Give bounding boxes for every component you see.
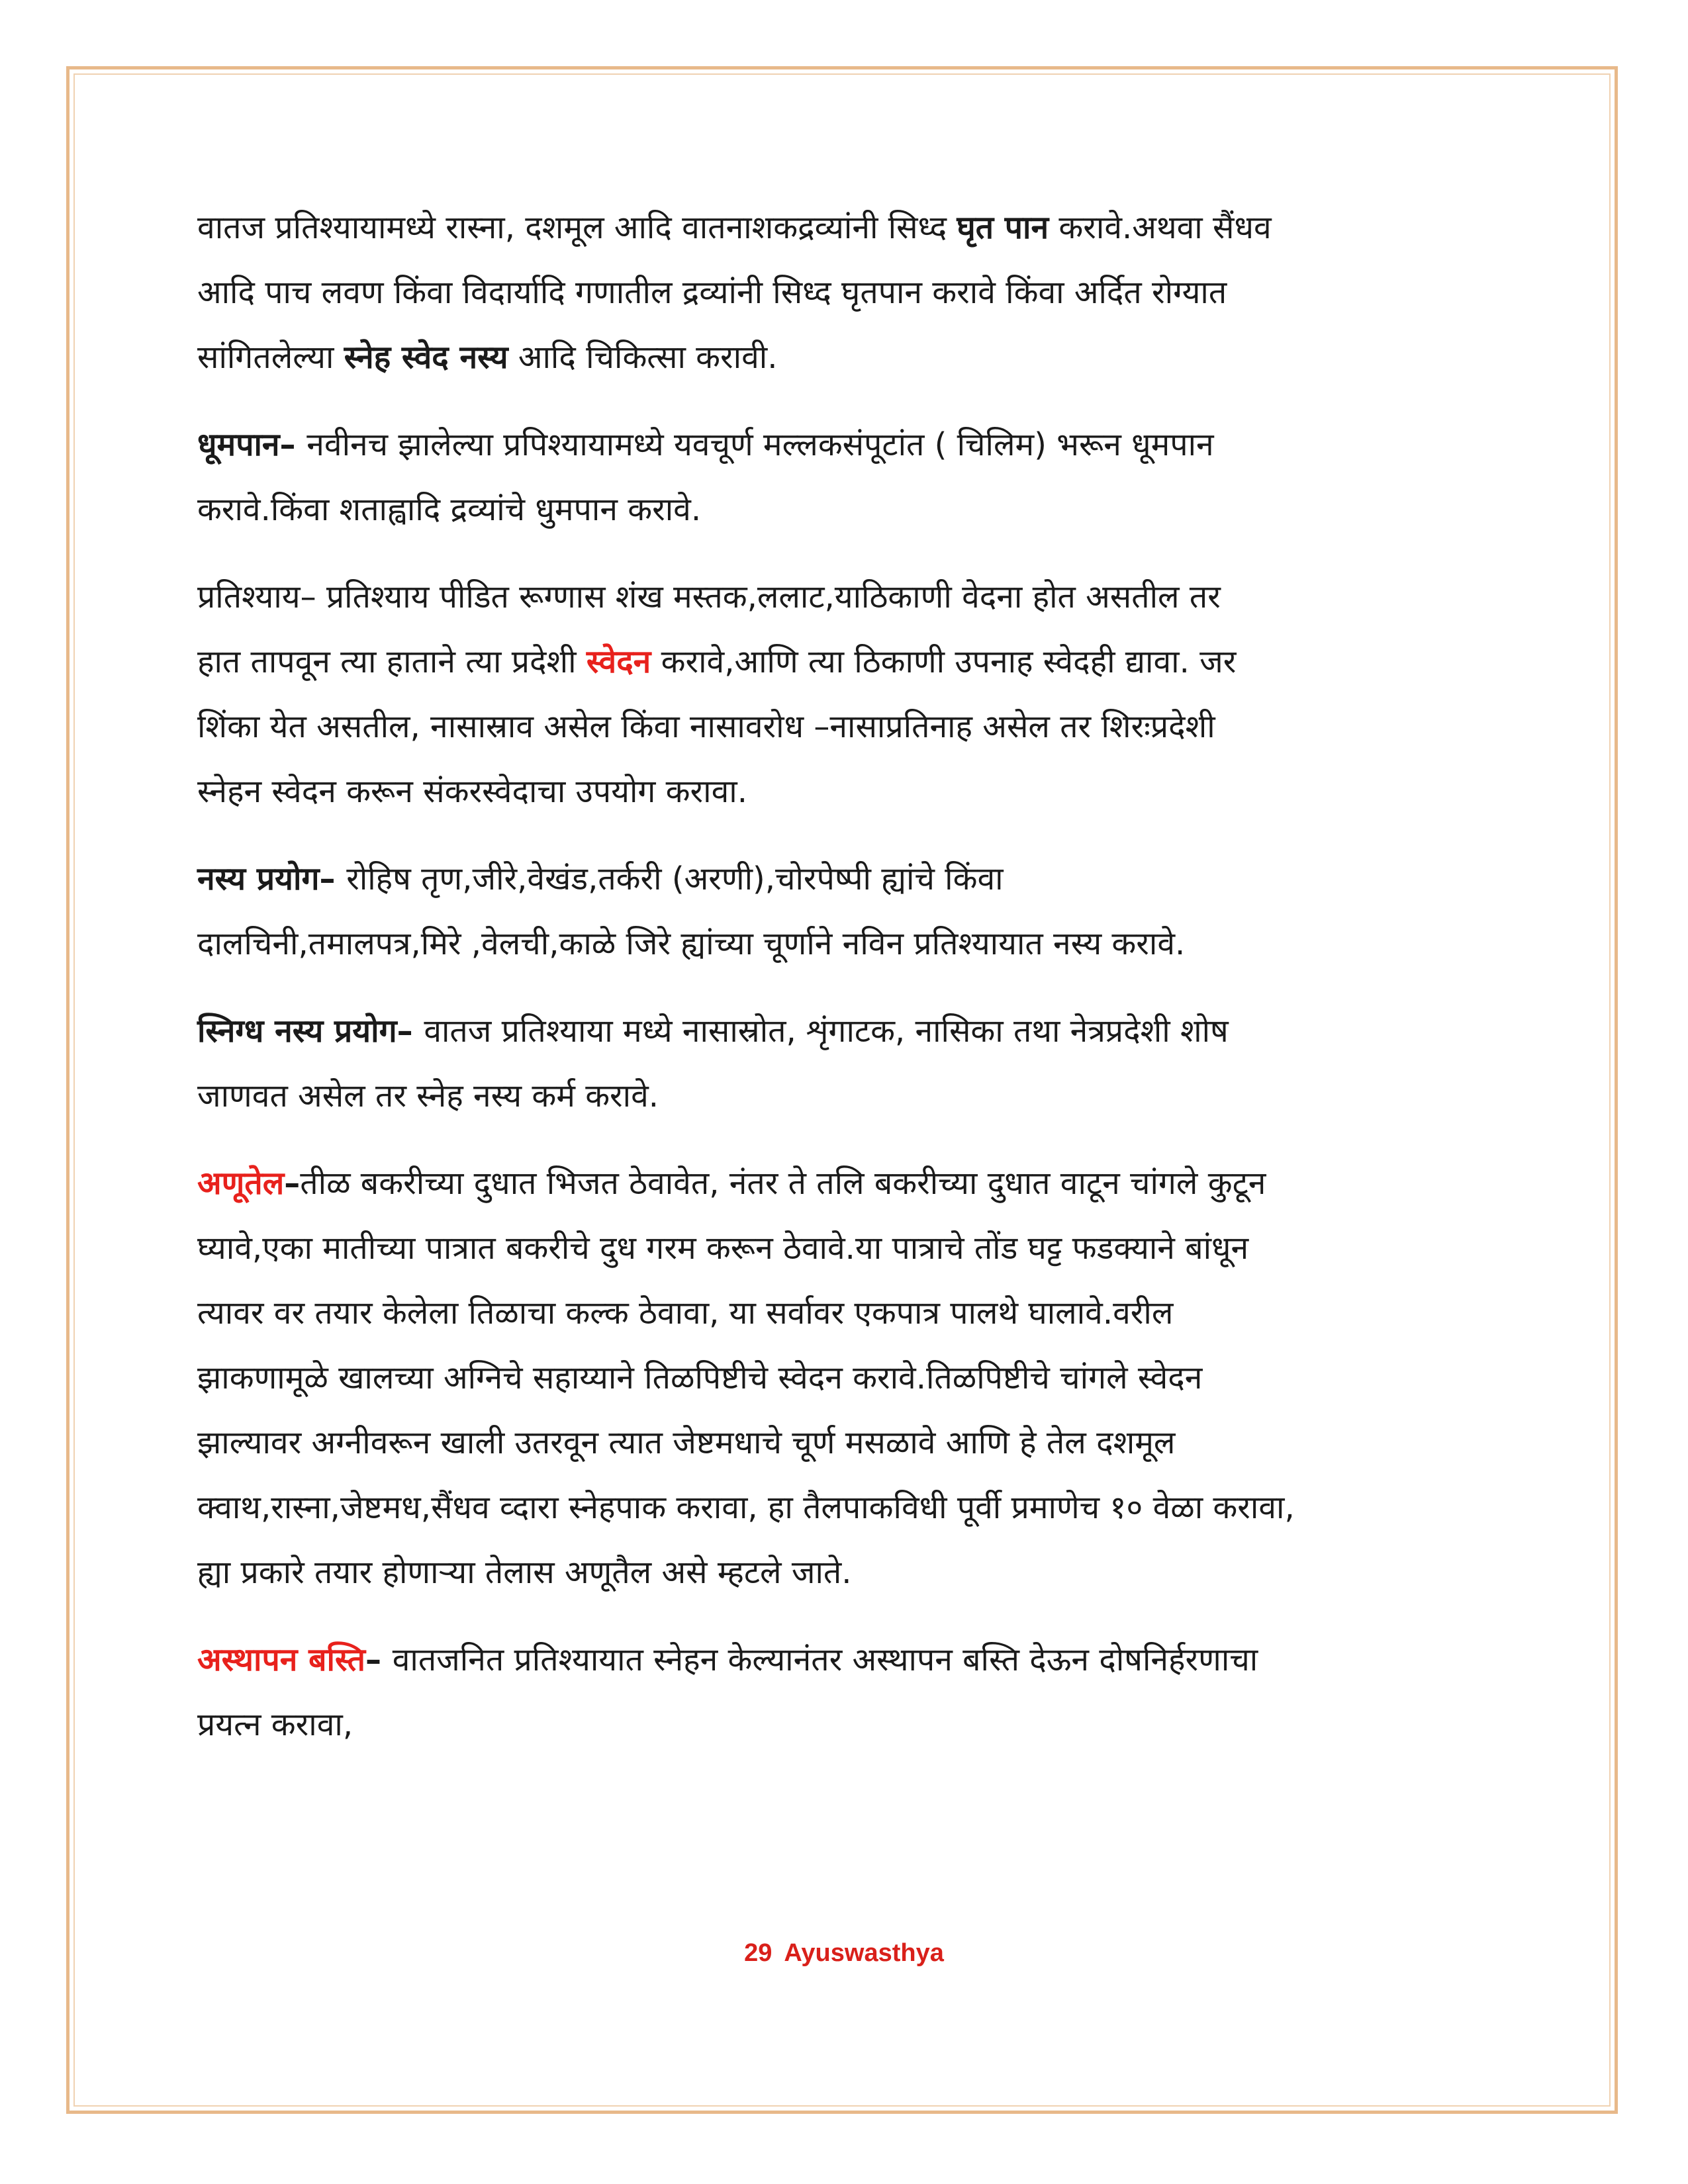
text-run: प्रयत्न करावा,: [197, 1706, 353, 1743]
emphasis-run: अणूतेल: [197, 1165, 285, 1202]
text-run: वातज प्रतिश्याया मध्ये नासास्रोत, शृंगाटक, नासिका तथा नेत्रप्रदेशी शोष: [424, 1013, 1229, 1050]
emphasis-run: स्निग्ध नस्य प्रयोग–: [197, 1013, 424, 1050]
text-line: [197, 1151, 1495, 1216]
text-line: [197, 1475, 1495, 1540]
text-line: [197, 1216, 1495, 1281]
emphasis-run: स्वेदन: [586, 643, 651, 680]
text-line: [197, 1540, 1495, 1605]
text-line: [197, 629, 1495, 694]
emphasis-run: –: [365, 1641, 393, 1678]
text-line: [197, 694, 1495, 759]
page-footer: [0, 1939, 1688, 1968]
text-line: [197, 759, 1495, 824]
text-line: [197, 1281, 1495, 1345]
text-line: [197, 1064, 1495, 1128]
emphasis-run: धूमपान–: [197, 426, 307, 463]
paragraph: [197, 846, 1495, 976]
document-body: [197, 195, 1495, 1780]
text-run: सांगितलेल्या: [197, 339, 344, 376]
emphasis-run: घृत पान: [957, 209, 1049, 246]
text-run: हात तापवून त्या हाताने त्या प्रदेशी: [197, 643, 586, 680]
text-line: [197, 412, 1495, 477]
emphasis-run: –: [284, 1165, 301, 1202]
text-run: झाकणामूळे खालच्या अग्निचे सहाय्याने तिळपिष्टीचे स्वेदन करावे.तिळपिष्टीचे चांगले स्वेदन: [197, 1359, 1203, 1396]
text-run: करावे.अथवा सैंधव: [1049, 209, 1272, 246]
text-run: आदि पाच लवण किंवा विदार्यादि गणातील द्रव्यांनी सिध्द घृतपान करावे किंवा अर्दित रोग्यात: [197, 274, 1227, 311]
text-run: प्रतिश्याय– प्रतिश्याय पीडित रूग्णास शंख मस्तक,ललाट,याठिकाणी वेदना होत असतील तर: [197, 578, 1221, 615]
text-run: जाणवत असेल तर स्नेह नस्य कर्म करावे.: [197, 1077, 659, 1115]
text-line: [197, 565, 1495, 629]
text-run: करावे.किंवा शताह्वादि द्रव्यांचे धुमपान करावे.: [197, 491, 702, 528]
page-number: 29: [744, 1939, 773, 1967]
text-run: झाल्यावर अग्नीवरून खाली उतरवून त्यात जेष्टमधाचे चूर्ण मसळावे आणि हे तेल दशमूल: [197, 1424, 1176, 1461]
paragraph: [197, 1151, 1495, 1605]
text-run: घ्यावे,एका मातीच्या पात्रात बकरीचे दुध गरम करून ठेवावे.या पात्राचे तोंड घट्ट फडक्याने बांधून: [197, 1230, 1249, 1267]
text-line: [197, 846, 1495, 911]
paragraph: [197, 565, 1495, 824]
text-run: ह्या प्रकारे तयार होणाऱ्या तेलास अणूतैल असे म्हटले जाते.: [197, 1554, 852, 1591]
paragraph: [197, 195, 1495, 390]
text-run: क्वाथ,रास्ना,जेष्टमध,सैंधव व्दारा स्नेहपाक करावा, हा तैलपाकविधी पूर्वी प्रमाणेच १० वेळा करावा,: [197, 1489, 1295, 1526]
text-run: दालचिनी,तमालपत्र,मिरे ,वेलची,काळे जिरे ह्यांच्या चूर्णाने नविन प्रतिश्यायात नस्य करावे.: [197, 925, 1186, 962]
paragraph: [197, 412, 1495, 542]
emphasis-run: नस्य प्रयोग–: [197, 860, 347, 897]
paragraph: [197, 999, 1495, 1128]
text-line: [197, 1410, 1495, 1475]
footer-title: Ayuswasthya: [784, 1939, 944, 1967]
emphasis-run: स्नेह स्वेद नस्य: [344, 339, 508, 376]
text-line: [197, 911, 1495, 976]
text-run: तीळ बकरीच्या दुधात भिजत ठेवावेत, नंतर ते तलि बकरीच्या दुधात वाटून चांगले कुटून: [300, 1165, 1266, 1202]
text-line: [197, 1627, 1495, 1692]
text-run: आदि चिकित्सा करावी.: [508, 339, 778, 376]
text-line: [197, 1692, 1495, 1757]
text-run: वातजनित प्रतिश्यायात स्नेहन केल्यानंतर अस्थापन बस्ति देऊन दोषनिर्हरणाचा: [392, 1641, 1258, 1678]
text-line: [197, 1345, 1495, 1410]
text-run: त्यावर वर तयार केलेला तिळाचा कल्क ठेवावा, या सर्वावर एकपात्र पालथे घालावे.वरील: [197, 1295, 1174, 1332]
text-run: नवीनच झालेल्या प्रपिश्यायामध्ये यवचूर्ण मल्लकसंपूटांत ( चिलिम) भरून धूमपान: [306, 426, 1214, 463]
text-run: करावे,आणि त्या ठिकाणी उपनाह स्वेदही द्यावा. जर: [651, 643, 1237, 680]
text-run: वातज प्रतिश्यायामध्ये रास्ना, दशमूल आदि वातनाशकद्रव्यांनी सिध्द: [197, 209, 957, 246]
paragraph: [197, 1627, 1495, 1757]
text-run: रोहिष तृण,जीरे,वेखंड,तर्करी (अरणी),चोरपेष्पी ह्यांचे किंवा: [346, 860, 1004, 897]
text-line: [197, 477, 1495, 542]
text-line: [197, 195, 1495, 260]
text-run: शिंका येत असतील, नासास्राव असेल किंवा नासावरोध –नासाप्रतिनाह असेल तर शिरःप्रदेशी: [197, 708, 1215, 745]
text-run: स्नेहन स्वेदन करून संकरस्वेदाचा उपयोग करावा.: [197, 773, 747, 810]
text-line: [197, 325, 1495, 390]
text-line: [197, 260, 1495, 325]
text-line: [197, 999, 1495, 1064]
emphasis-run: अस्थापन बस्ति: [197, 1641, 365, 1678]
